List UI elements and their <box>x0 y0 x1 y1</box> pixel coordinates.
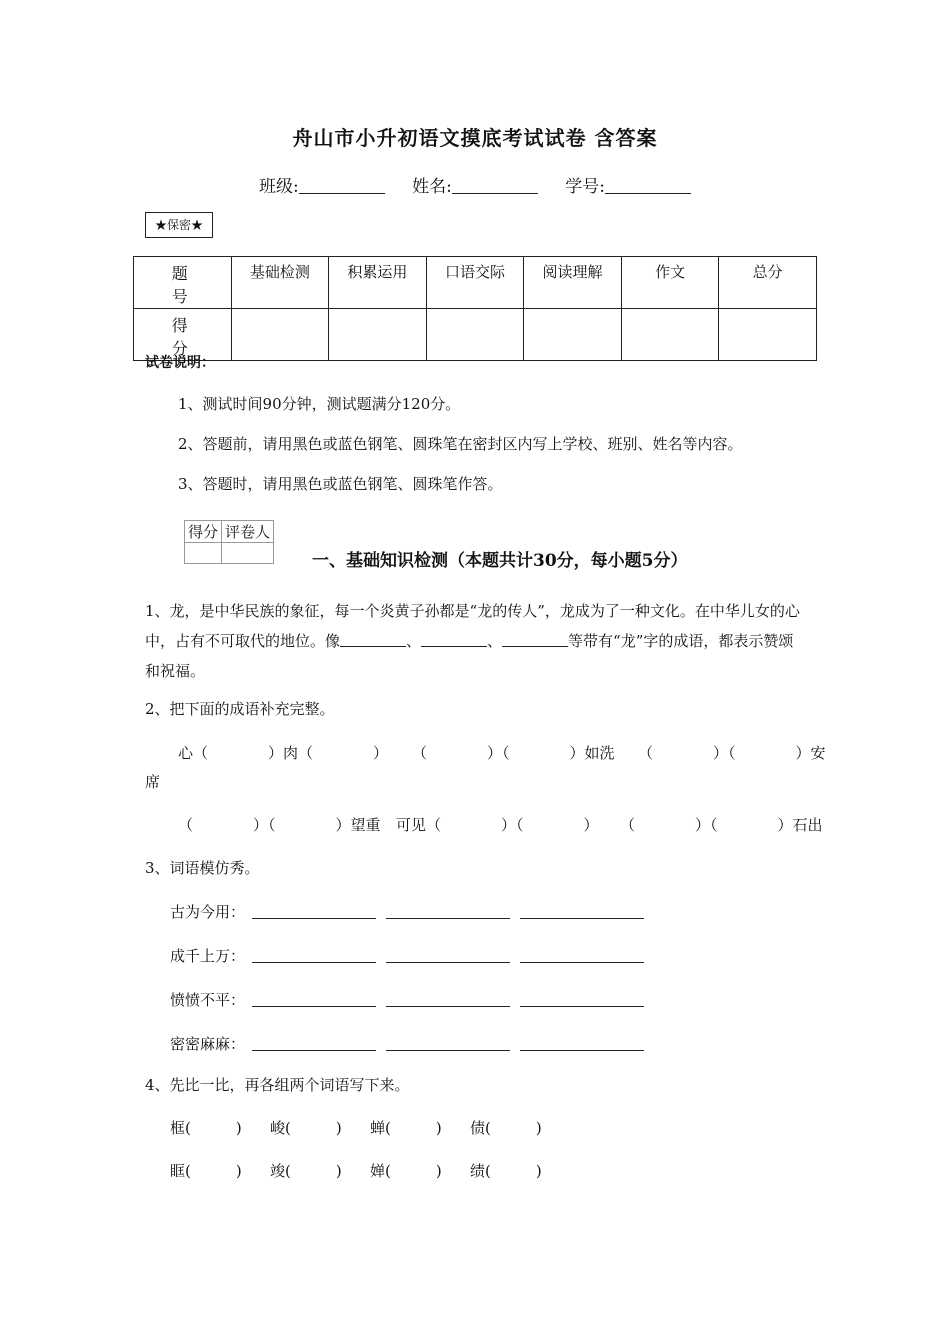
q1-text-a: 1、龙，是中华民族的象征，每一个炎黄子孙都是“龙的传人”，龙成为了一种文化。在中华儿女的心中，占有不可取代的地位。像 <box>145 602 800 650</box>
column-header: 积累运用 <box>329 257 427 309</box>
question-number-header: 题 号 <box>134 257 232 309</box>
score-table <box>133 256 817 361</box>
answer-blank[interactable] <box>340 632 406 647</box>
score-row-label: 得 分 <box>134 309 232 361</box>
score-table-header-row <box>134 257 817 309</box>
student-info <box>0 172 950 197</box>
answer-line[interactable] <box>252 992 376 1007</box>
imitation-label: 成千上万： <box>170 947 246 965</box>
compare-item[interactable]: 竣( ) <box>270 1162 342 1180</box>
score-cell[interactable] <box>426 309 524 361</box>
compare-item[interactable]: 眶( ) <box>170 1162 242 1180</box>
question-4-prompt: 4、先比一比，再各组两个词语写下来。 <box>145 1076 410 1094</box>
column-header: 基础检测 <box>231 257 329 309</box>
compare-item[interactable]: 框( ) <box>170 1119 242 1137</box>
grader-score-label: 得分 <box>185 521 222 543</box>
note-item: 1、测试时间90分钟，测试题满分120分。 <box>178 395 461 413</box>
imitation-row <box>170 989 654 1010</box>
question-1 <box>145 596 807 686</box>
answer-line[interactable] <box>386 948 510 963</box>
answer-line[interactable] <box>520 992 644 1007</box>
grader-name-label: 评卷人 <box>222 521 274 543</box>
compare-item[interactable]: 峻( ) <box>270 1119 342 1137</box>
class-field[interactable] <box>299 179 385 194</box>
column-header: 作文 <box>621 257 719 309</box>
question-2-prompt: 2、把下面的成语补充完整。 <box>145 700 335 718</box>
compare-item[interactable]: 债( ) <box>470 1119 542 1137</box>
grader-score-cell[interactable] <box>185 543 222 564</box>
student-id-label: 学号: <box>565 177 605 197</box>
score-cell[interactable] <box>329 309 427 361</box>
score-table-score-row <box>134 309 817 361</box>
compare-item[interactable]: 婵( ) <box>370 1162 442 1180</box>
compare-item[interactable]: 蝉( ) <box>370 1119 442 1137</box>
question-3-prompt: 3、词语模仿秀。 <box>145 859 260 877</box>
exam-title: 舟山市小升初语文摸底考试试卷 含答案 <box>292 126 658 150</box>
answer-line[interactable] <box>520 1036 644 1051</box>
idiom-item[interactable]: （ ）（ ）望重 <box>178 816 381 834</box>
answer-line[interactable] <box>386 992 510 1007</box>
imitation-row <box>170 1033 654 1054</box>
class-label: 班级: <box>258 177 299 197</box>
column-header: 总分 <box>719 257 817 309</box>
name-label: 姓名: <box>412 177 452 197</box>
imitation-row <box>170 901 654 922</box>
imitation-label: 密密麻麻： <box>170 1035 246 1053</box>
answer-line[interactable] <box>520 948 644 963</box>
note-item: 3、答题时，请用黑色或蓝色钢笔、圆珠笔作答。 <box>178 475 503 493</box>
separator: 、 <box>487 632 503 650</box>
score-cell[interactable] <box>719 309 817 361</box>
column-header: 阅读理解 <box>524 257 622 309</box>
answer-line[interactable] <box>386 1036 510 1051</box>
imitation-label: 愤愤不平： <box>170 991 246 1009</box>
answer-blank[interactable] <box>421 632 487 647</box>
score-cell[interactable] <box>524 309 622 361</box>
idiom-item[interactable]: 可见（ ）（ ） <box>396 816 599 834</box>
q1-text-b: 等带有“龙”字的成语，都表示赞颂和祝福。 <box>145 632 794 680</box>
idiom-item[interactable]: （ ）（ ）安 <box>638 744 826 762</box>
column-header: 口语交际 <box>426 257 524 309</box>
note-item: 2、答题前，请用黑色或蓝色钢笔、圆珠笔在密封区内写上学校、班别、姓名等内容。 <box>178 435 743 453</box>
grader-box <box>184 520 274 564</box>
imitation-label: 古为今用： <box>170 903 246 921</box>
score-cell[interactable] <box>231 309 329 361</box>
secret-badge: ★保密★ <box>145 212 213 238</box>
student-id-field[interactable] <box>605 179 691 194</box>
section-title: 一、基础知识检测（本题共计30分，每小题5分） <box>312 551 688 571</box>
answer-line[interactable] <box>386 904 510 919</box>
idiom-item[interactable]: 心（ ）肉（ ） <box>178 744 389 762</box>
score-cell[interactable] <box>621 309 719 361</box>
answer-line[interactable] <box>252 904 376 919</box>
answer-line[interactable] <box>252 948 376 963</box>
answer-line[interactable] <box>520 904 644 919</box>
name-field[interactable] <box>452 179 538 194</box>
idiom-item[interactable]: （ ）（ ）石出 <box>620 816 823 834</box>
imitation-row <box>170 945 654 966</box>
idiom-wrap: 席 <box>145 773 161 791</box>
separator: 、 <box>406 632 422 650</box>
grader-name-cell[interactable] <box>222 543 274 564</box>
answer-blank[interactable] <box>502 632 568 647</box>
notes-title: 试卷说明： <box>145 355 215 371</box>
answer-line[interactable] <box>252 1036 376 1051</box>
idiom-item[interactable]: （ ）（ ）如洗 <box>412 744 615 762</box>
compare-item[interactable]: 绩( ) <box>470 1162 542 1180</box>
